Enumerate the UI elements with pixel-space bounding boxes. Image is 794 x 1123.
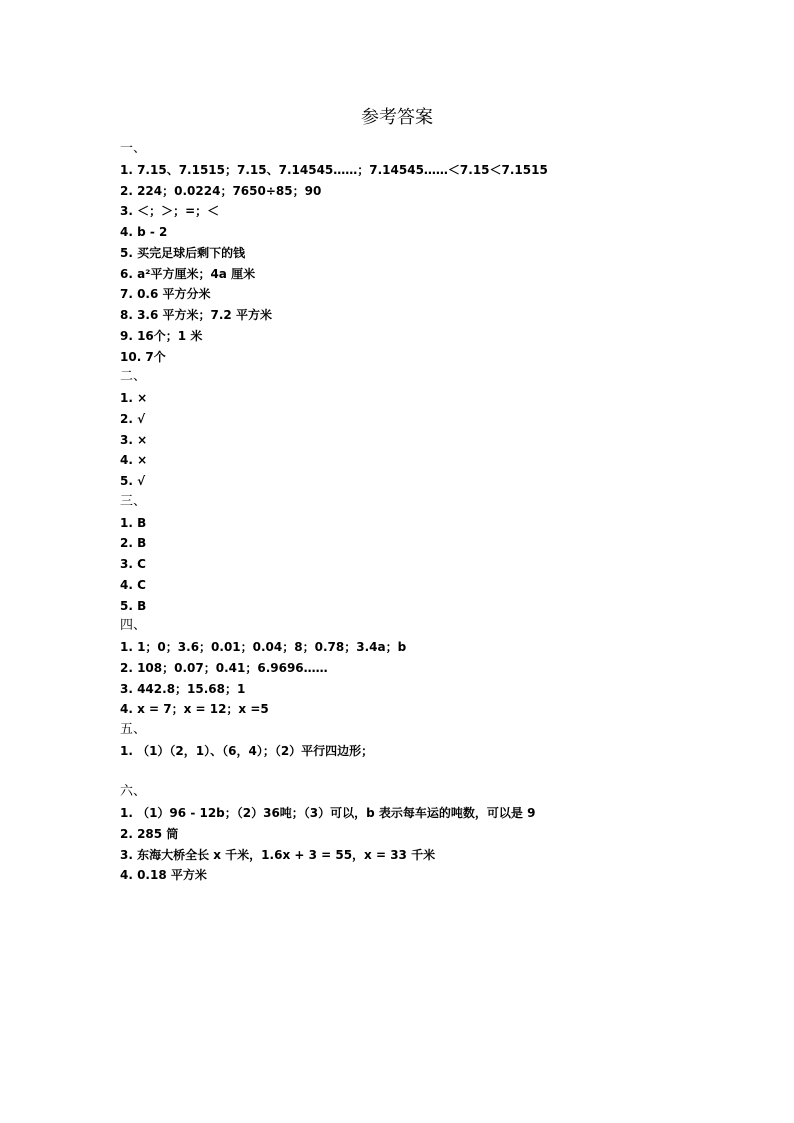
answer-list	[120, 139, 720, 886]
answer-item: 8. 3.6 平方米；7.2 平方米	[120, 308, 272, 322]
page-title: 参考答案	[361, 107, 433, 128]
answer-item: 1. 1；0；3.6；0.01；0.04；8；0.78；3.4a；b	[120, 640, 407, 654]
section-heading: 四、	[120, 618, 147, 634]
answer-item: 4. ×	[120, 453, 148, 468]
answer-item: 5. 买完足球后剩下的钱	[120, 245, 246, 260]
answer-item: 1. 7.15、7.1515；7.15、7.14545……；7.14545……＜7.15＜7.1515	[120, 162, 548, 177]
answer-item: 3. ×	[120, 432, 148, 447]
answer-item: 7. 0.6 平方分米	[120, 287, 211, 302]
answer-item: 9. 16个；1 米	[120, 328, 203, 343]
answer-item: 4. C	[120, 577, 146, 592]
section-heading: 一、	[120, 141, 147, 156]
answer-item: 1. （1）（2，1）、（6，4）；（2）平行四边形；	[120, 743, 374, 758]
answer-item: 1. （1）96 - 12b；（2）36吨；（3）可以，b 表示每车运的吨数，可以是 9	[120, 806, 536, 820]
answer-item: 3. 东海大桥全长 x 千米，1.6x + 3 = 55，x = 33 千米	[120, 847, 436, 862]
answer-item: 2. B	[120, 536, 147, 551]
answer-item: 3. ＜；＞；=；＜	[120, 204, 220, 219]
answer-item: 1. ×	[120, 391, 148, 405]
answer-item: 6. a²平方厘米；4a 厘米	[120, 266, 256, 281]
answer-item: 10. 7个	[120, 349, 166, 364]
answer-item: 4. b - 2	[120, 225, 168, 239]
answer-item: 5. √	[120, 474, 146, 488]
section-heading: 三、	[120, 493, 147, 509]
answer-item: 3. C	[120, 557, 146, 571]
answer-item: 2. √	[120, 411, 146, 426]
section-heading: 五、	[120, 722, 147, 737]
answer-item: 2. 108；0.07；0.41；6.9696……	[120, 660, 328, 675]
section-heading: 二、	[120, 369, 147, 385]
section-heading: 六、	[120, 784, 147, 800]
answer-item: 4. 0.18 平方米	[120, 868, 207, 883]
answer-item: 5. B	[120, 598, 147, 613]
answer-item: 1. B	[120, 515, 147, 530]
answer-item: 3. 442.8；15.68；1	[120, 681, 246, 696]
blank-line	[120, 762, 720, 783]
answer-item: 4. x = 7；x = 12；x =5	[120, 702, 269, 717]
answer-item: 2. 285 筒	[120, 826, 179, 841]
answer-item: 2. 224；0.0224；7650÷85；90	[120, 183, 322, 198]
